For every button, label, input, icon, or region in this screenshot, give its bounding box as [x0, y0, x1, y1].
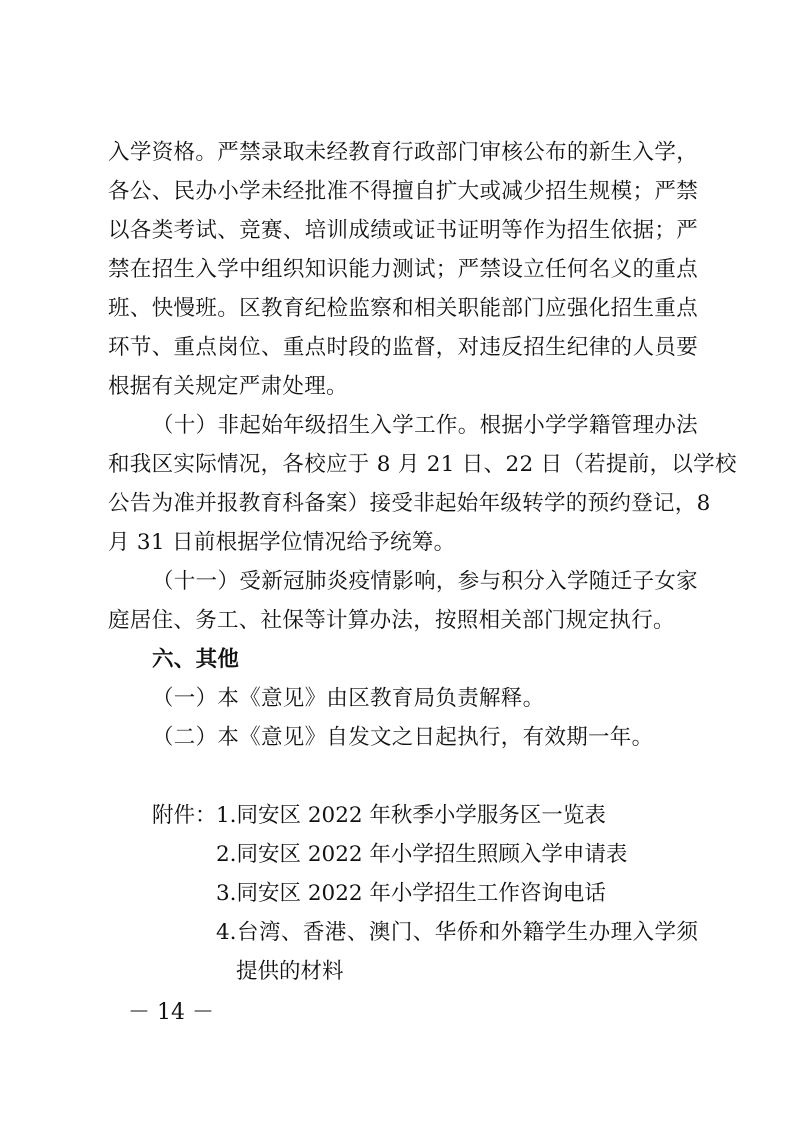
paragraph-1-line-6: 环节、重点岗位、重点时段的监督，对违反招生纪律的人员要 [108, 335, 698, 360]
paragraph-1-line-3: 以各类考试、竞赛、培训成绩或证书证明等作为招生依据；严 [108, 218, 698, 243]
paragraph-2-line-1: （十）非起始年级招生入学工作。根据小学学籍管理办法 [152, 413, 698, 438]
attachment-item-3: 3.同安区 2022 年小学招生工作咨询电话 [216, 881, 606, 906]
paragraph-3-line-2: 庭居住、务工、社保等计算办法，按照相关部门规定执行。 [108, 608, 675, 633]
attachment-item-2: 2.同安区 2022 年小学招生照顾入学申请表 [216, 842, 628, 867]
item-1: （一）本《意见》由区教育局负责解释。 [152, 686, 545, 711]
paragraph-1-line-5: 班、快慢班。区教育纪检监察和相关职能部门应强化招生重点 [108, 296, 698, 321]
paragraph-1-line-2: 各公、民办小学未经批准不得擅自扩大或减少招生规模；严禁 [108, 179, 698, 204]
paragraph-2-line-4: 月 31 日前根据学位情况给予统筹。 [108, 530, 456, 555]
attachment-item-1: 1.同安区 2022 年秋季小学服务区一览表 [216, 803, 606, 828]
paragraph-2-line-2: 和我区实际情况，各校应于 8 月 21 日、22 日（若提前，以学校 [108, 452, 737, 477]
paragraph-1-line-1: 入学资格。严禁录取未经教育行政部门审核公布的新生入学， [108, 140, 698, 165]
attachment-item-4: 4.台湾、香港、澳门、华侨和外籍学生办理入学须 [216, 920, 698, 945]
paragraph-1-line-7: 根据有关规定严肃处理。 [108, 374, 348, 399]
page-number: － 14 － [128, 1000, 214, 1025]
paragraph-2-line-3: 公告为准并报教育科备案）接受非起始年级转学的预约登记，8 [108, 491, 711, 516]
section-heading: 六、其他 [152, 647, 240, 672]
attachment-item-4-continuation: 提供的材料 [236, 959, 344, 984]
paragraph-3-line-1: （十一）受新冠肺炎疫情影响，参与积分入学随迁子女家 [152, 569, 698, 594]
paragraph-1-line-4: 禁在招生入学中组织知识能力测试；严禁设立任何名义的重点 [108, 257, 698, 282]
item-2: （二）本《意见》自发文之日起执行，有效期一年。 [152, 725, 654, 750]
attachments-label: 附件： [152, 803, 217, 828]
